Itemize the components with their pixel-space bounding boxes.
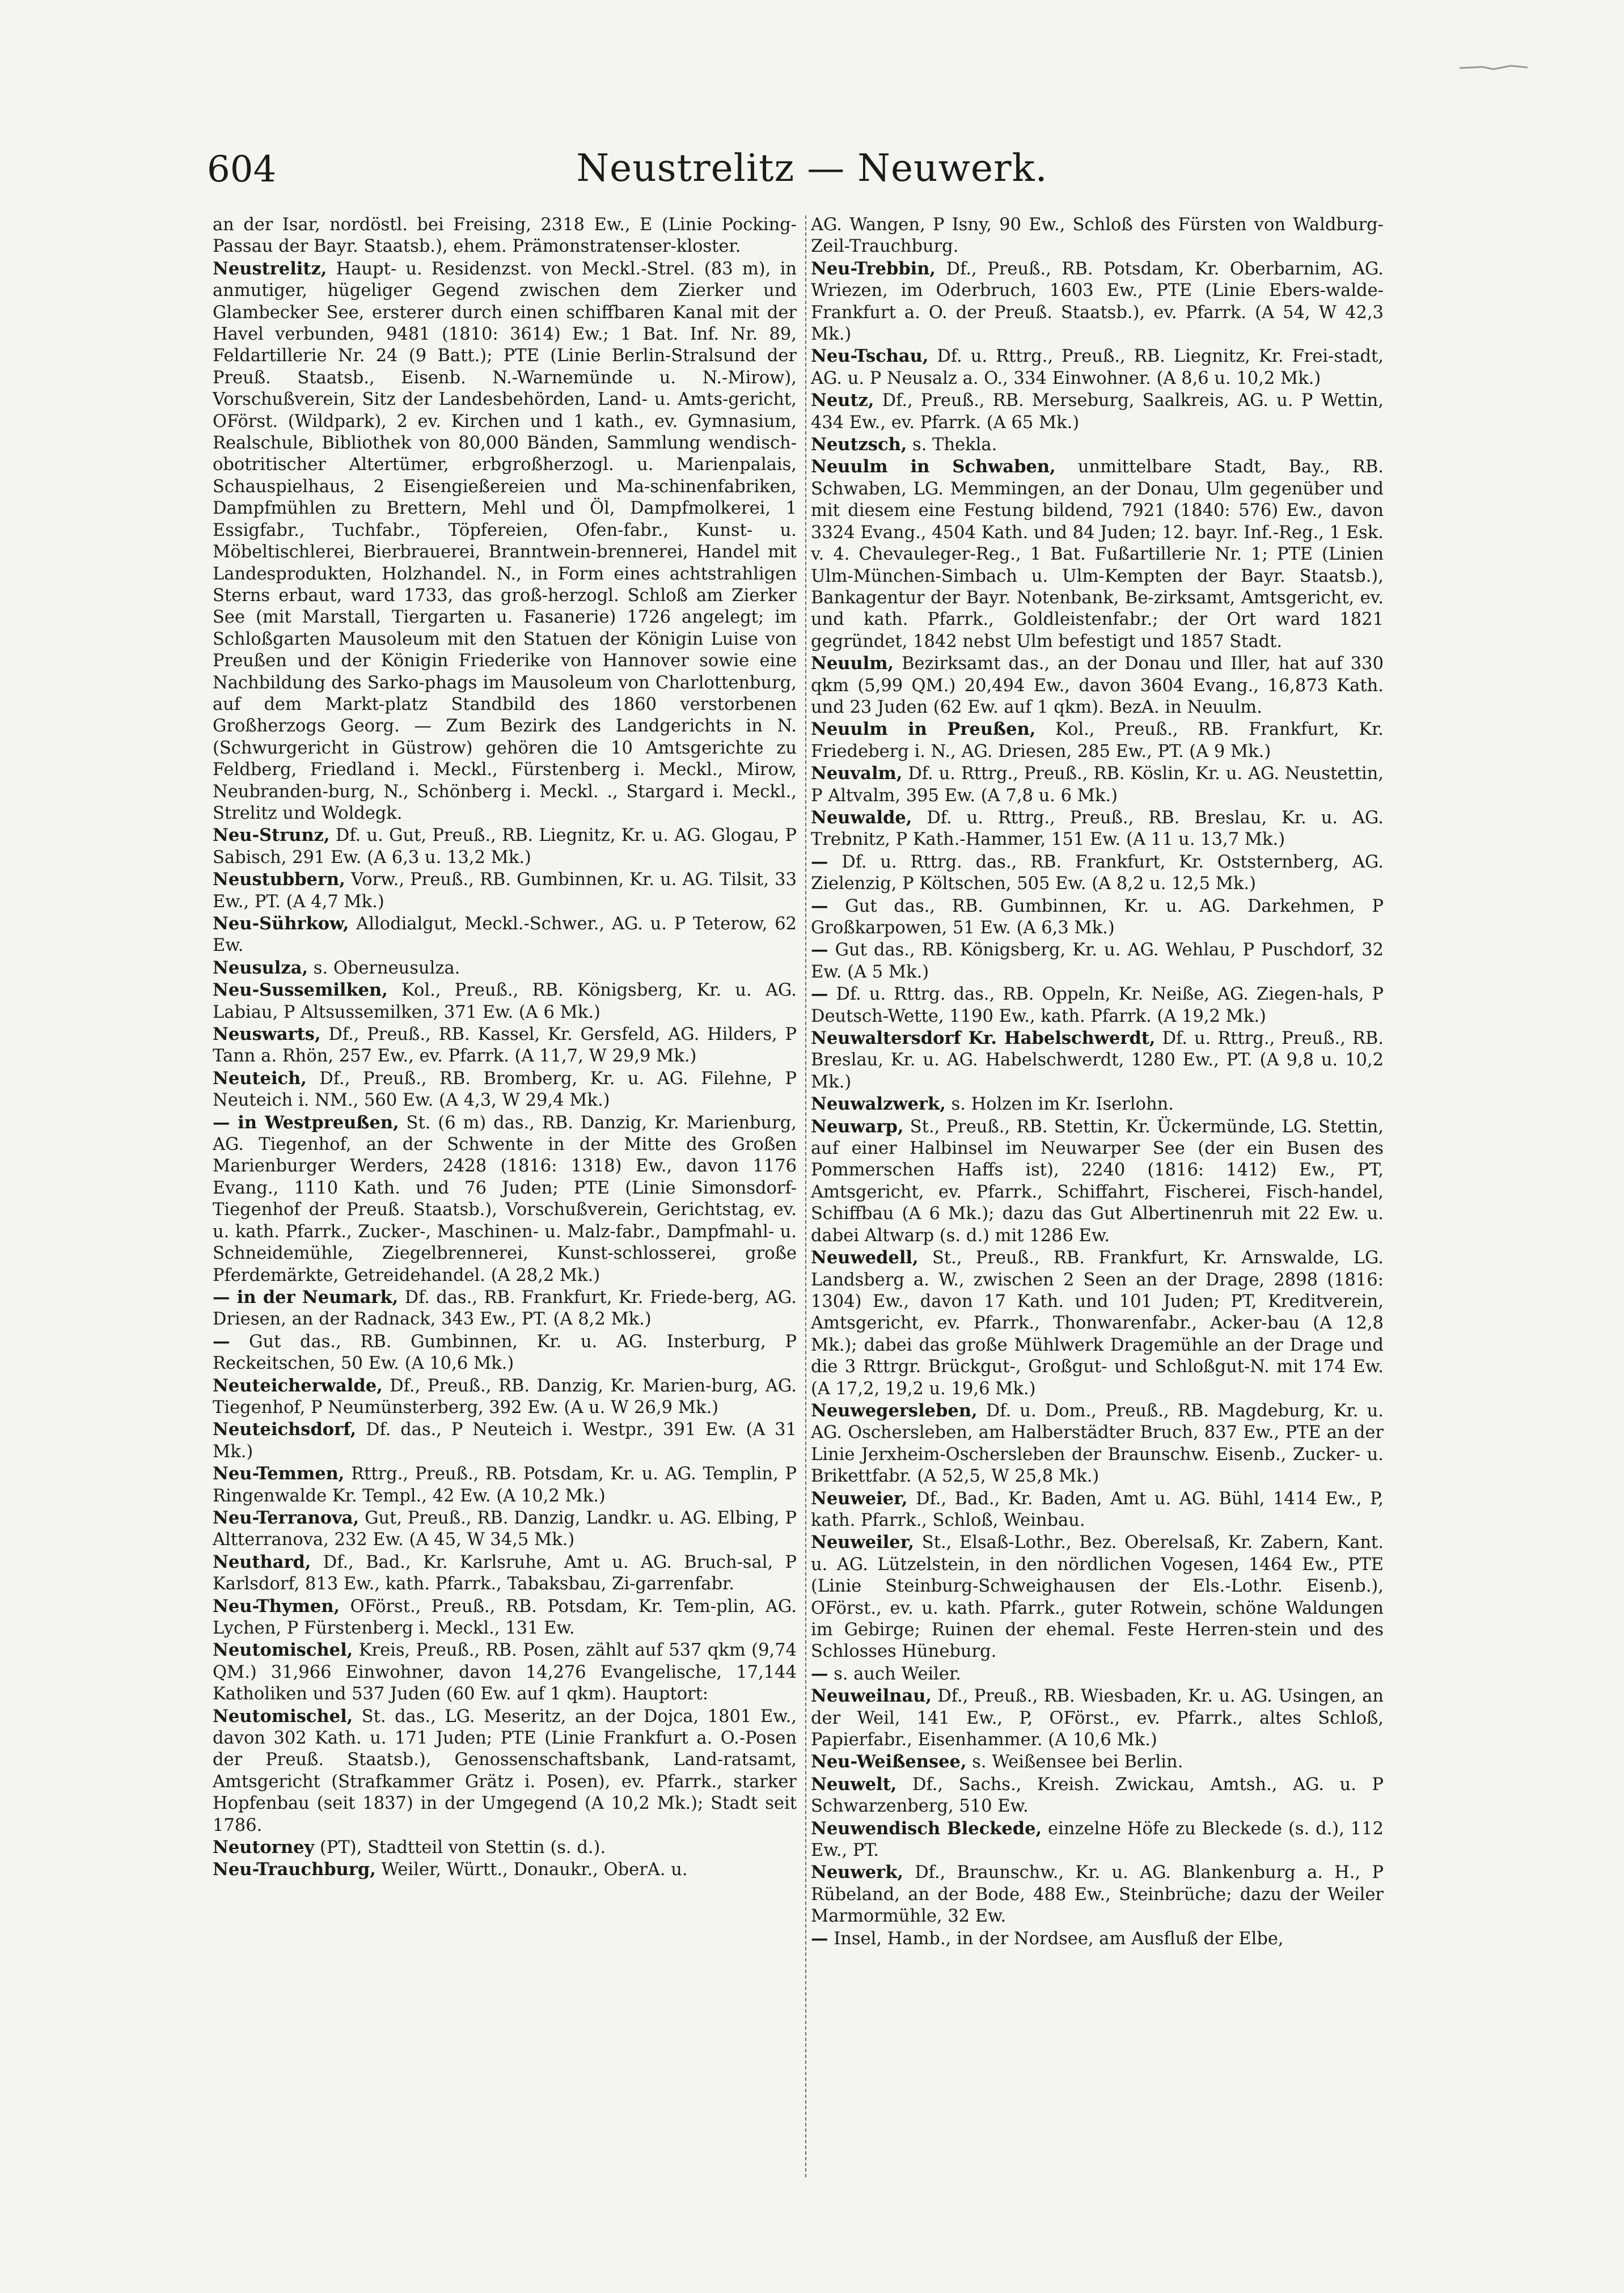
entry-text: Rttrg., Preuß., RB. Potsdam, Kr. u. AG. Templin, P Ringenwalde Kr. Templ., 42 Ew. (A 10,2 Mk.) xyxy=(213,1464,797,1506)
entry-text: Df. u. Rttrg., Preuß., RB. Breslau, Kr. u. AG. Trebnitz, P Kath.-Hammer, 151 Ew. (A 11 u. 13,7 Mk.) xyxy=(811,807,1384,850)
dictionary-entry xyxy=(213,1375,797,1419)
entry-headword: Neustrelitz, xyxy=(213,258,327,279)
entry-text: AG. Wangen, P Isny, 90 Ew., Schloß des Fürsten von Waldburg-Zeil-Trauchburg. xyxy=(811,215,1384,257)
entry-headword: Neuulm in Schwaben, xyxy=(811,456,1056,477)
entry-text: St., Preuß., RB. Stettin, Kr. Ückermünde, LG. Stettin, auf einer Halbinsel im Neuwarper See (der ein Busen des Pommerschen Haffs ist), 2240 (1816: 1412) Ew., PT, Amtsgericht, ev. Pfarrk., Schiffahrt, Fischerei, Fisch-handel, Schiffbau (A 6 Mk.); dazu das Gut Albertinenruh mit 22 Ew. u. dabei Altwarp (s. d.) mit 1286 Ew. xyxy=(811,1116,1384,1246)
entry-headword: Neu-Temmen, xyxy=(213,1463,345,1484)
entry-headword: Neu-Terranova, xyxy=(213,1507,360,1528)
entry-text: Allodialgut, Meckl.-Schwer., AG. u. P Teterow, 62 Ew. xyxy=(213,914,797,956)
entry-headword: — xyxy=(811,1928,828,1949)
dictionary-entry xyxy=(811,983,1384,1027)
entry-headword: Neu-Strunz, xyxy=(213,825,330,846)
entry-text: St. das., LG. Meseritz, an der Dojca, 1801 Ew., davon 302 Kath. u. 171 Juden; PTE (Linie Frankfurt a. O.-Posen der Preuß. Staatsb.), Genossenschaftsbank, Land-ratsamt, Amtsgericht (Strafkammer Grätz i. Posen), ev. Pfarrk., starker Hopfenbau (seit 1837) in der Umgegend (A 10,2 Mk.); Stadt seit 1786. xyxy=(213,1706,797,1835)
entry-headword: — in Westpreußen, xyxy=(213,1112,399,1133)
entry-text: Gut das., RB. Königsberg, Kr. u. AG. Wehlau, P Puschdorf, 32 Ew. (A 5 Mk.) xyxy=(811,940,1384,982)
dictionary-entry xyxy=(811,807,1384,851)
dictionary-entry xyxy=(811,1862,1384,1927)
dictionary-entry xyxy=(811,456,1384,653)
dictionary-entry xyxy=(213,1596,797,1640)
entry-text: Insel, Hamb., in der Nordsee, am Ausfluß der Elbe, xyxy=(828,1928,1284,1949)
page-number: 604 xyxy=(207,149,277,191)
entry-text: Df., Braunschw., Kr. u. AG. Blankenburg a. H., P Rübeland, an der Bode, 488 Ew., Steinbrüche; dazu der Weiler Marmormühle, 32 Ew. xyxy=(811,1863,1384,1927)
entry-headword: Neuteich, xyxy=(213,1068,307,1089)
dictionary-entry xyxy=(811,851,1384,895)
entry-headword: — xyxy=(213,1331,230,1352)
entry-text: Haupt- u. Residenzst. von Meckl.-Strel. (83 m), in anmutiger, hügeliger Gegend zwischen dem Zierker und Glambecker See, ersterer durch einen schiffbaren Kanal mit der Havel verbunden, 9481 (1810: 3614) Ew.; 1 Bat. Inf. Nr. 89, Feldartillerie Nr. 24 (9 Batt.); PTE (Linie Berlin-Stralsund der Preuß. Staatsb., Eisenb. N.-Warnemünde u. N.-Mirow), Vorschußverein, Sitz der Landesbehörden, Land- u. Amts-gericht, OFörst. (Wildpark), 2 ev. Kirchen und 1 kath., ev. Gymnasium, Realschule, Bibliothek von 80,000 Bänden, Sammlung wendisch-obotritischer Altertümer, erbgroßherzogl. u. Marienpalais, Schauspielhaus, 2 Eisengießereien und Ma-schinenfabriken, Dampfmühlen zu Brettern, Mehl und Öl, Dampfmolkerei, 1 Essigfabr., Tuchfabr., Töpfereien, Ofen-fabr., Kunst- u. Möbeltischlerei, Bierbrauerei, Branntwein-brennerei, Handel mit Landesprodukten, Holzhandel. N., in Form eines achtstrahligen Sterns erbaut, ward 1733, das groß-herzogl. Schloß am Zierker See (mit Marstall, Tiergarten u. Fasanerie) 1726 angelegt; im Schloßgarten Mausoleum mit den Statuen der Königin Luise von Preußen und der Königin Friederike von Hannover sowie eine Nachbildung des Sarko-phags im Mausoleum von Charlottenburg, auf dem Markt-platz Standbild des 1860 verstorbenen Großherzogs Georg. — Zum Bezirk des Landgerichts in N. (Schwurgericht in Güstrow) gehören die 10 Amtsgerichte zu Feldberg, Friedland i. Meckl., Fürstenberg i. Meckl., Mirow, Neubranden-burg, N., Schönberg i. Meckl. ., Stargard i. Meckl., Strelitz und Woldegk. xyxy=(213,259,797,823)
dictionary-entry xyxy=(811,345,1384,390)
dictionary-entry xyxy=(213,1463,797,1507)
entry-headword: Neuwalzwerk, xyxy=(811,1094,946,1115)
dictionary-entry xyxy=(213,1639,797,1705)
entry-text: Df., Preuß., RB. Wiesbaden, Kr. u. AG. Usingen, an der Weil, 141 Ew., P, OFörst., ev. Pfarrk., altes Schloß, Papierfabr., Eisenhammer. (A 10,6 Mk.) xyxy=(811,1686,1384,1750)
entry-text: s. Holzen im Kr. Iserlohn. xyxy=(945,1094,1174,1115)
entry-headword: Neu-Sussemilken, xyxy=(213,980,388,1001)
entry-text: St., Elsaß-Lothr., Bez. Oberelsaß, Kr. Zabern, Kant. u. AG. Lützelstein, in den nördlichen Vogesen, 1464 Ew., PTE (Linie Steinburg-Schweighausen der Els.-Lothr. Eisenb.), OFörst., ev. u. kath. Pfarrk., guter Rotwein, schöne Waldungen im Gebirge; Ruinen der ehemal. Feste Herren-stein und des Schlosses Hüneburg. xyxy=(811,1533,1384,1662)
entry-text: Df., Preuß., RB. Bromberg, Kr. u. AG. Filehne, P Neuteich i. NM., 560 Ew. (A 4,3, W 29,4 Mk.) xyxy=(213,1068,797,1111)
entry-text: St. (6 m) das., RB. Danzig, Kr. Marienburg, AG. Tiegenhof, an der Schwente in der Mitte des Großen Marienburger Werders, 2428 (1816: 1318) Ew., davon 1176 Evang., 1110 Kath. und 76 Juden; PTE (Linie Simonsdorf-Tiegenhof der Preuß. Staatsb.), Vorschußverein, Gerichtstag, ev. u. kath. Pfarrk., Zucker-, Maschinen- u. Malz-fabr., Dampfmahl- u. Schneidemühle, Ziegelbrennerei, Kunst-schlosserei, große Pferdemärkte, Getreidehandel. (A 28,2 Mk.) xyxy=(213,1112,797,1285)
entry-text: Df. u. Gut, Preuß., RB. Liegnitz, Kr. u. AG. Glogau, P Sabisch, 291 Ew. (A 6,3 u. 13,2 Mk.) xyxy=(213,826,797,868)
dictionary-entry xyxy=(213,258,797,825)
dictionary-entry xyxy=(811,653,1384,718)
dictionary-entry xyxy=(811,1663,1384,1685)
entry-text: Vorw., Preuß., RB. Gumbinnen, Kr. u. AG. Tilsit, 33 Ew., PT. (A 4,7 Mk.) xyxy=(213,870,797,912)
entry-text: Gut das., RB. Gumbinnen, Kr. u. AG. Insterburg, P Reckeitschen, 50 Ew. (A 10,6 Mk.) xyxy=(213,1331,797,1374)
entry-text: Df. u. Rttrg., Preuß., RB. Liegnitz, Kr. Frei-stadt, AG. u. P Neusalz a. O., 334 Einwohner. (A 8,6 u. 10,2 Mk.) xyxy=(811,346,1384,388)
entry-text: Bezirksamt das., an der Donau und Iller, hat auf 330 qkm (5,99 QM.) 20,494 Ew., davon 3604 Evang., 16,873 Kath. und 23 Juden (62 Ew. auf 1 qkm). BezA. in Neuulm. xyxy=(811,654,1384,717)
dictionary-entry xyxy=(213,1068,797,1112)
right-column xyxy=(811,214,1384,1950)
dictionary-entry xyxy=(811,1093,1384,1115)
entry-headword: Neu-Sührkow, xyxy=(213,913,349,934)
dictionary-entry xyxy=(213,1706,797,1837)
entry-text: St., Preuß., RB. Frankfurt, Kr. Arnswalde, LG. Landsberg a. W., zwischen 2 Seen an der Drage, 2898 (1816: 1304) Ew., davon 17 Kath. und 101 Juden; PT, Kreditverein, Amtsgericht, ev. Pfarrk., Thonwarenfabr., Acker-bau (A 12,8 Mk.); dabei das große Mühlwerk Dragemühle an der Drage und die 3 Rttrgr. Brückgut-, Großgut- und Schloßgut-N. mit 174 Ew. (A 17,2, 19,2 u. 19,6 Mk.) xyxy=(811,1248,1384,1399)
dictionary-entry xyxy=(213,1023,797,1068)
entry-text: (PT), Stadtteil von Stettin (s. d.). xyxy=(314,1838,606,1858)
dictionary-entry xyxy=(811,1532,1384,1662)
entry-text: s. Thekla. xyxy=(907,435,997,455)
entry-headword: Neuteichsdorf, xyxy=(213,1419,357,1440)
entry-text: Df., Preuß., RB. Potsdam, Kr. Oberbarnim, AG. Wriezen, im Oderbruch, 1603 Ew., PTE (Linie Ebers-walde-Frankfurt a. O. der Preuß. Staatsb.), ev. Pfarrk. (A 54, W 42,3 Mk.) xyxy=(811,259,1384,345)
entry-headword: Neutzsch, xyxy=(811,434,907,455)
entry-text: Kol., Preuß., RB. Frankfurt, Kr. Friedeberg i. N., AG. Driesen, 285 Ew., PT. (A 9 Mk.) xyxy=(811,720,1384,761)
entry-headword: Neu-Tschau, xyxy=(811,346,929,367)
dictionary-entry xyxy=(213,1859,797,1881)
entry-headword: Neuwedell, xyxy=(811,1247,919,1268)
entry-text: Df., Sachs., Kreish. Zwickau, Amtsh., AG. u. P Schwarzenberg, 510 Ew. xyxy=(811,1774,1384,1817)
entry-text: Df., Preuß., RB. Danzig, Kr. Marien-burg, AG. Tiegenhof, P Neumünsterberg, 392 Ew. (A u. W 26,9 Mk.) xyxy=(213,1376,797,1418)
dictionary-entry xyxy=(811,1774,1384,1818)
entry-headword: Neuteicherwalde, xyxy=(213,1375,383,1396)
dictionary-entry xyxy=(811,1488,1384,1532)
entry-headword: — xyxy=(811,895,828,916)
entry-text: Df., Preuß., RB. Kassel, Kr. Gersfeld, AG. Hilders, P Tann a. Rhön, 257 Ew., ev. Pfarrk. (A 11,7, W 29,9 Mk.) xyxy=(213,1025,797,1067)
entry-headword: Neuweilnau, xyxy=(811,1686,932,1707)
dictionary-entry xyxy=(811,1928,1384,1950)
entry-headword: — xyxy=(811,984,828,1005)
entry-text: s. auch Weiler. xyxy=(828,1664,961,1684)
entry-text: s. Oberneusulza. xyxy=(308,958,460,978)
entry-text: Gut das., RB. Gumbinnen, Kr. u. AG. Darkehmen, P Großkarpowen, 51 Ew. (A 6,3 Mk.) xyxy=(811,896,1384,938)
entry-headword: Neutz, xyxy=(811,390,874,411)
entry-text: s. Weißensee bei Berlin. xyxy=(966,1752,1183,1772)
entry-headword: Neu-Trebbin, xyxy=(811,258,936,279)
entry-headword: Neuvalm, xyxy=(811,763,903,784)
entry-headword: Neutomischel, xyxy=(213,1640,353,1661)
entry-text: einzelne Höfe zu Bleckede (s. d.), 112 Ew., PT. xyxy=(811,1818,1384,1861)
dictionary-entry xyxy=(811,1247,1384,1400)
dictionary-entry xyxy=(213,1419,797,1463)
dictionary-entry xyxy=(811,895,1384,940)
dictionary-entry xyxy=(811,1751,1384,1773)
entry-headword: Neuswarts, xyxy=(213,1024,321,1045)
entry-headword: Neuwegersleben, xyxy=(811,1400,978,1421)
entry-headword: — xyxy=(811,1663,828,1684)
dictionary-entry xyxy=(213,1507,797,1551)
dictionary-entry xyxy=(811,763,1384,807)
entry-headword: Neuthard, xyxy=(213,1551,311,1572)
entry-headword: Neuwalde, xyxy=(811,807,912,828)
dictionary-entry xyxy=(811,434,1384,456)
entry-headword: Neutorney xyxy=(213,1837,315,1858)
dictionary-entry xyxy=(811,1116,1384,1247)
entry-text: Kol., Preuß., RB. Königsberg, Kr. u. AG. Labiau, P Altsussemilken, 371 Ew. (A 6 Mk.) xyxy=(213,980,797,1022)
entry-text: Df., Preuß., RB. Merseburg, Saalkreis, AG. u. P Wettin, 434 Ew., ev. Pfarrk. (A 65 Mk.) xyxy=(811,391,1384,433)
entry-headword: Neuwendisch Bleckede, xyxy=(811,1818,1042,1839)
entry-text: unmittelbare Stadt, Bay., RB. Schwaben, LG. Memmingen, an der Donau, Ulm gegenüber und mit diesem eine Festung bildend, 7921 (1840: 576) Ew., davon 3324 Evang., 4504 Kath. und 84 Juden; 12. bayr. Inf.-Reg., 1 Esk. v. 4. Chevauleger-Reg., 1 Bat. Fußartillerie Nr. 1; PTE (Linien Ulm-München-Simbach u. Ulm-Kempten der Bayr. Staatsb.), Bankagentur der Bayr. Notenbank, Be-zirksamt, Amtsgericht, ev. und kath. Pfarrk., Goldleistenfabr.; der Ort ward 1821 gegründet, 1842 nebst Ulm befestigt und 1857 Stadt. xyxy=(811,457,1384,651)
dictionary-entry xyxy=(811,1818,1384,1862)
dictionary-entry xyxy=(811,718,1384,763)
entry-headword: — xyxy=(811,851,828,872)
entry-text: Df. u. Dom., Preuß., RB. Magdeburg, Kr. u. AG. Oschersleben, am Halberstädter Bruch, 837 Ew., PTE an der Linie Jerxheim-Oschersleben der Braunschw. Eisenb., Zucker- u. Brikettfabr. (A 52,5, W 25,8 Mk.) xyxy=(811,1401,1384,1487)
entry-headword: Neu-Thymen, xyxy=(213,1596,340,1617)
scan-artifact xyxy=(1460,62,1528,74)
page-title: Neustrelitz — Neuwerk. xyxy=(576,146,1048,190)
column-divider xyxy=(805,215,806,2177)
dictionary-entry xyxy=(811,1685,1384,1751)
entry-headword: — in der Neumark, xyxy=(213,1287,399,1308)
entry-text: OFörst., Preuß., RB. Potsdam, Kr. Tem-plin, AG. Lychen, P Fürstenberg i. Meckl., 131 Ew. xyxy=(213,1596,797,1638)
entry-text: Df. u. Rttrg. das., RB. Oppeln, Kr. Neiße, AG. Ziegen-hals, P Deutsch-Wette, 1190 Ew., kath. Pfarrk. (A 19,2 Mk.) xyxy=(811,984,1384,1026)
dictionary-entry xyxy=(811,390,1384,434)
dictionary-entry xyxy=(811,1400,1384,1488)
dictionary-entry xyxy=(213,1551,797,1596)
dictionary-entry xyxy=(213,979,797,1023)
entry-text: Df. das., P Neuteich i. Westpr., 391 Ew. (A 31 Mk.) xyxy=(213,1420,797,1462)
entry-text: Gut, Preuß., RB. Danzig, Landkr. u. AG. Elbing, P Altterranova, 232 Ew. (A 45, W 34,5 Mk.) xyxy=(213,1508,797,1550)
entry-headword: Neuwerk, xyxy=(811,1862,903,1883)
entry-headword: Neutomischel, xyxy=(213,1706,353,1727)
entry-headword: Neuweier, xyxy=(811,1488,908,1509)
entry-text: Df. u. Rttrg. das., RB. Frankfurt, Kr. Oststernberg, AG. Zielenzig, P Költschen, 505 Ew. (A 8,2 u. 12,5 Mk.) xyxy=(811,852,1384,894)
entry-headword: Neuweiler, xyxy=(811,1532,915,1553)
dictionary-entry xyxy=(213,869,797,913)
entry-text: Weiler, Württ., Donaukr., OberA. u. xyxy=(375,1860,688,1880)
entry-text: Df. das., RB. Frankfurt, Kr. Friede-berg, AG. Driesen, an der Radnack, 343 Ew., PT. (A 8,2 Mk.) xyxy=(213,1287,797,1330)
entry-headword: Neu-Weißensee, xyxy=(811,1752,967,1772)
dictionary-entry xyxy=(213,1112,797,1287)
entry-headword: Neuwaltersdorf Kr. Habelschwerdt, xyxy=(811,1028,1156,1049)
entry-headword: Neustubbern, xyxy=(213,869,345,890)
entry-headword: Neusulza, xyxy=(213,957,308,978)
left-column xyxy=(213,214,797,1881)
entry-text: Df. u. Rttrg., Preuß., RB. Breslau, Kr. u. AG. Habelschwerdt, 1280 Ew., PT. (A 9,8 u. 10,2 Mk.) xyxy=(811,1029,1384,1092)
dictionary-entry xyxy=(213,913,797,957)
dictionary-entry xyxy=(213,214,797,258)
dictionary-entry xyxy=(213,1837,797,1859)
entry-text: Df., Bad., Kr. Karlsruhe, Amt u. AG. Bruch-sal, P Karlsdorf, 813 Ew., kath. Pfarrk., Tabaksbau, Zi-garrenfabr. xyxy=(213,1552,797,1594)
dictionary-entry xyxy=(213,1287,797,1331)
entry-headword: — xyxy=(811,940,828,961)
dictionary-entry xyxy=(811,214,1384,258)
dictionary-entry xyxy=(213,1331,797,1375)
entry-headword: Neuulm, xyxy=(811,653,894,674)
dictionary-entry xyxy=(811,1027,1384,1093)
entry-text: Df. u. Rttrg., Preuß., RB. Köslin, Kr. u. AG. Neustettin, P Altvalm, 395 Ew. (A 7,8 u. 6 Mk.) xyxy=(811,764,1384,806)
entry-headword: Neuwelt, xyxy=(811,1774,897,1795)
dictionary-entry xyxy=(811,939,1384,983)
dictionary-entry xyxy=(811,258,1384,346)
entry-headword: Neu-Trauchburg, xyxy=(213,1859,376,1880)
entry-headword: Neuwarp, xyxy=(811,1116,904,1137)
dictionary-entry xyxy=(213,957,797,979)
entry-text: Kreis, Preuß., RB. Posen, zählt auf 537 qkm (9,74 QM.) 31,966 Einwohner, davon 14,276 Evangelische, 17,144 Katholiken und 537 Juden (60 Ew. auf 1 qkm). Hauptort: xyxy=(213,1640,797,1704)
entry-text: an der Isar, nordöstl. bei Freising, 2318 Ew., E (Linie Pocking-Passau der Bayr. Staatsb.), ehem. Prämonstratenser-kloster. xyxy=(213,215,797,257)
entry-text: Df., Bad., Kr. Baden, Amt u. AG. Bühl, 1414 Ew., P, kath. Pfarrk., Schloß, Weinbau. xyxy=(811,1488,1384,1530)
entry-headword: Neuulm in Preußen, xyxy=(811,719,1036,740)
dictionary-entry xyxy=(213,824,797,869)
